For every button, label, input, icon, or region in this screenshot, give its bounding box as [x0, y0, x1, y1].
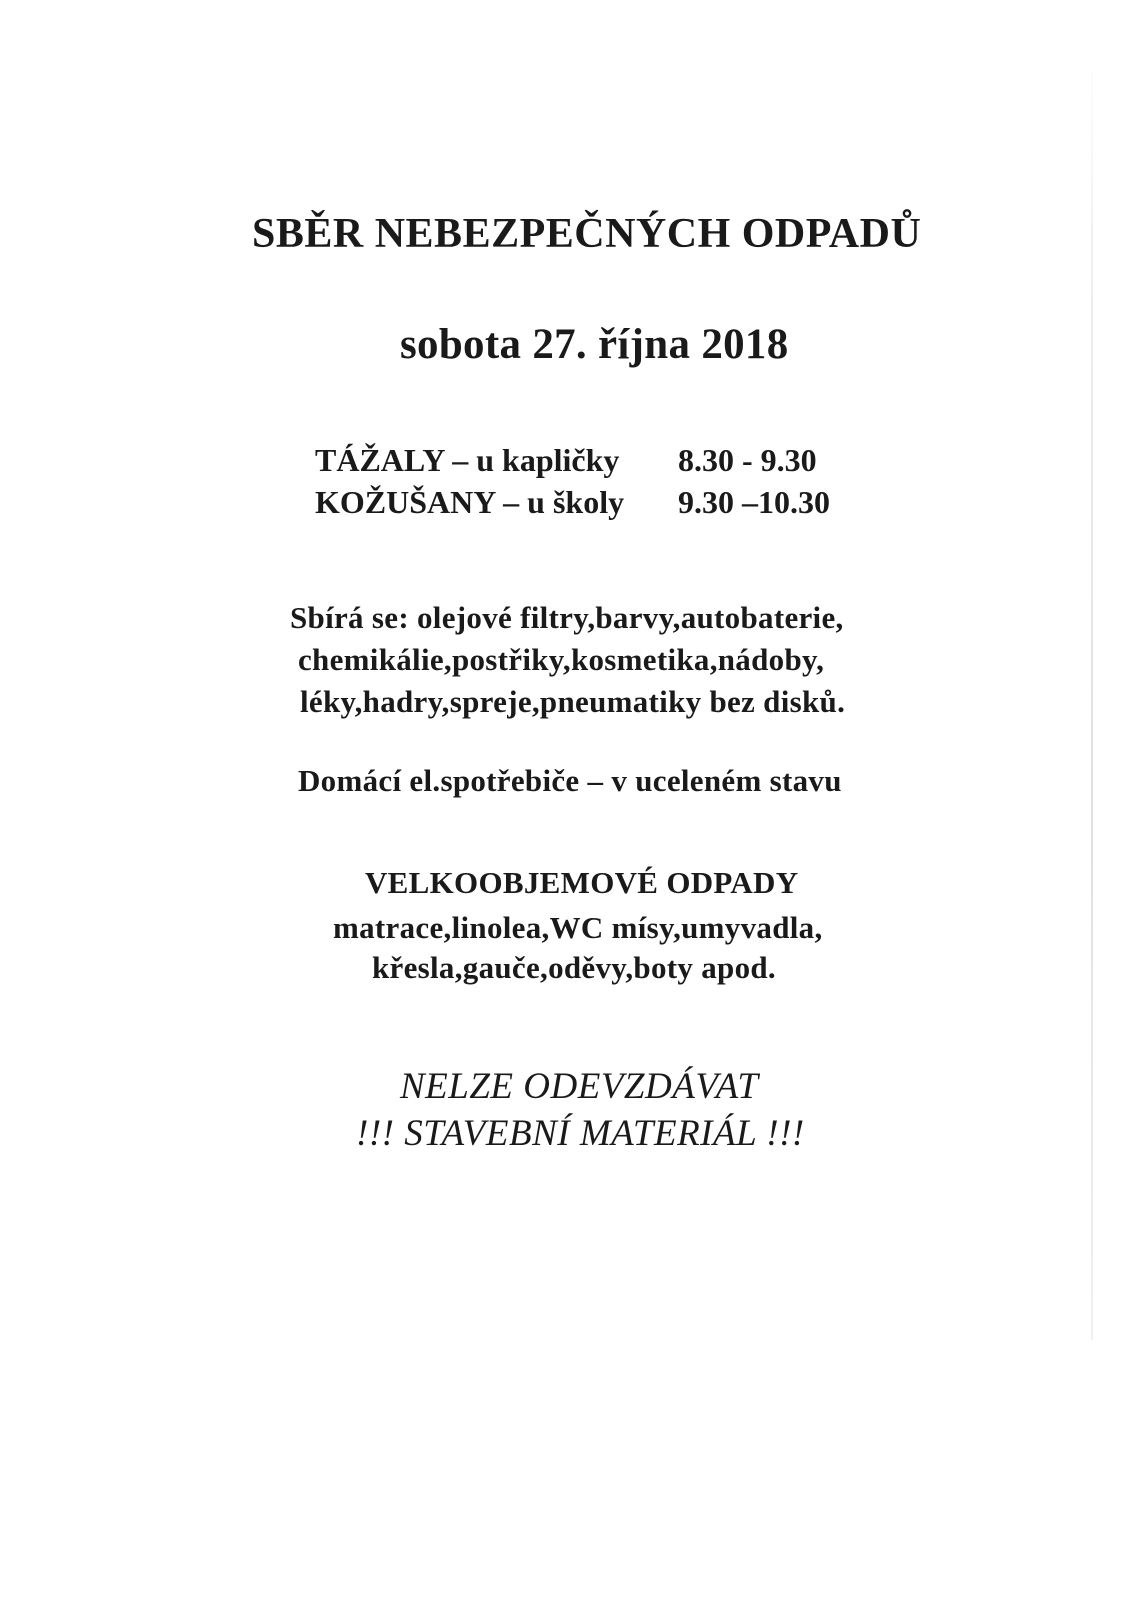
- schedule-time: 8.30 - 9.30: [678, 442, 817, 478]
- appliances-note: Domácí el.spotřebiče – v uceleném stavu: [298, 763, 842, 798]
- bulky-waste-heading: VELKOOBJEMOVÉ ODPADY: [365, 865, 799, 900]
- bulky-waste-line: matrace,linolea,WC mísy,umyvadla,: [333, 910, 823, 945]
- schedule-place: TÁŽALY – u kapličky: [315, 442, 620, 478]
- collected-items-line: léky,hadry,spreje,pneumatiky bez disků.: [300, 684, 846, 719]
- schedule-time: 9.30 –10.30: [678, 484, 830, 520]
- collected-items-line: chemikálie,postřiky,kosmetika,nádoby,: [298, 642, 825, 677]
- schedule-place: KOŽUŠANY – u školy: [315, 484, 625, 520]
- bulky-waste-line: křesla,gauče,oděvy,boty apod.: [372, 950, 776, 985]
- warning-line: NELZE ODEVZDÁVAT: [400, 1066, 759, 1107]
- scan-edge-shadow: [1091, 40, 1093, 1340]
- collected-items-line: Sbírá se: olejové filtry,barvy,autobaterie,: [290, 600, 844, 635]
- document-heading: SBĚR NEBEZPEČNÝCH ODPADŮ: [252, 211, 922, 257]
- event-date: sobota 27. října 2018: [400, 321, 789, 368]
- warning-line: !!! STAVEBNÍ MATERIÁL !!!: [356, 1113, 805, 1154]
